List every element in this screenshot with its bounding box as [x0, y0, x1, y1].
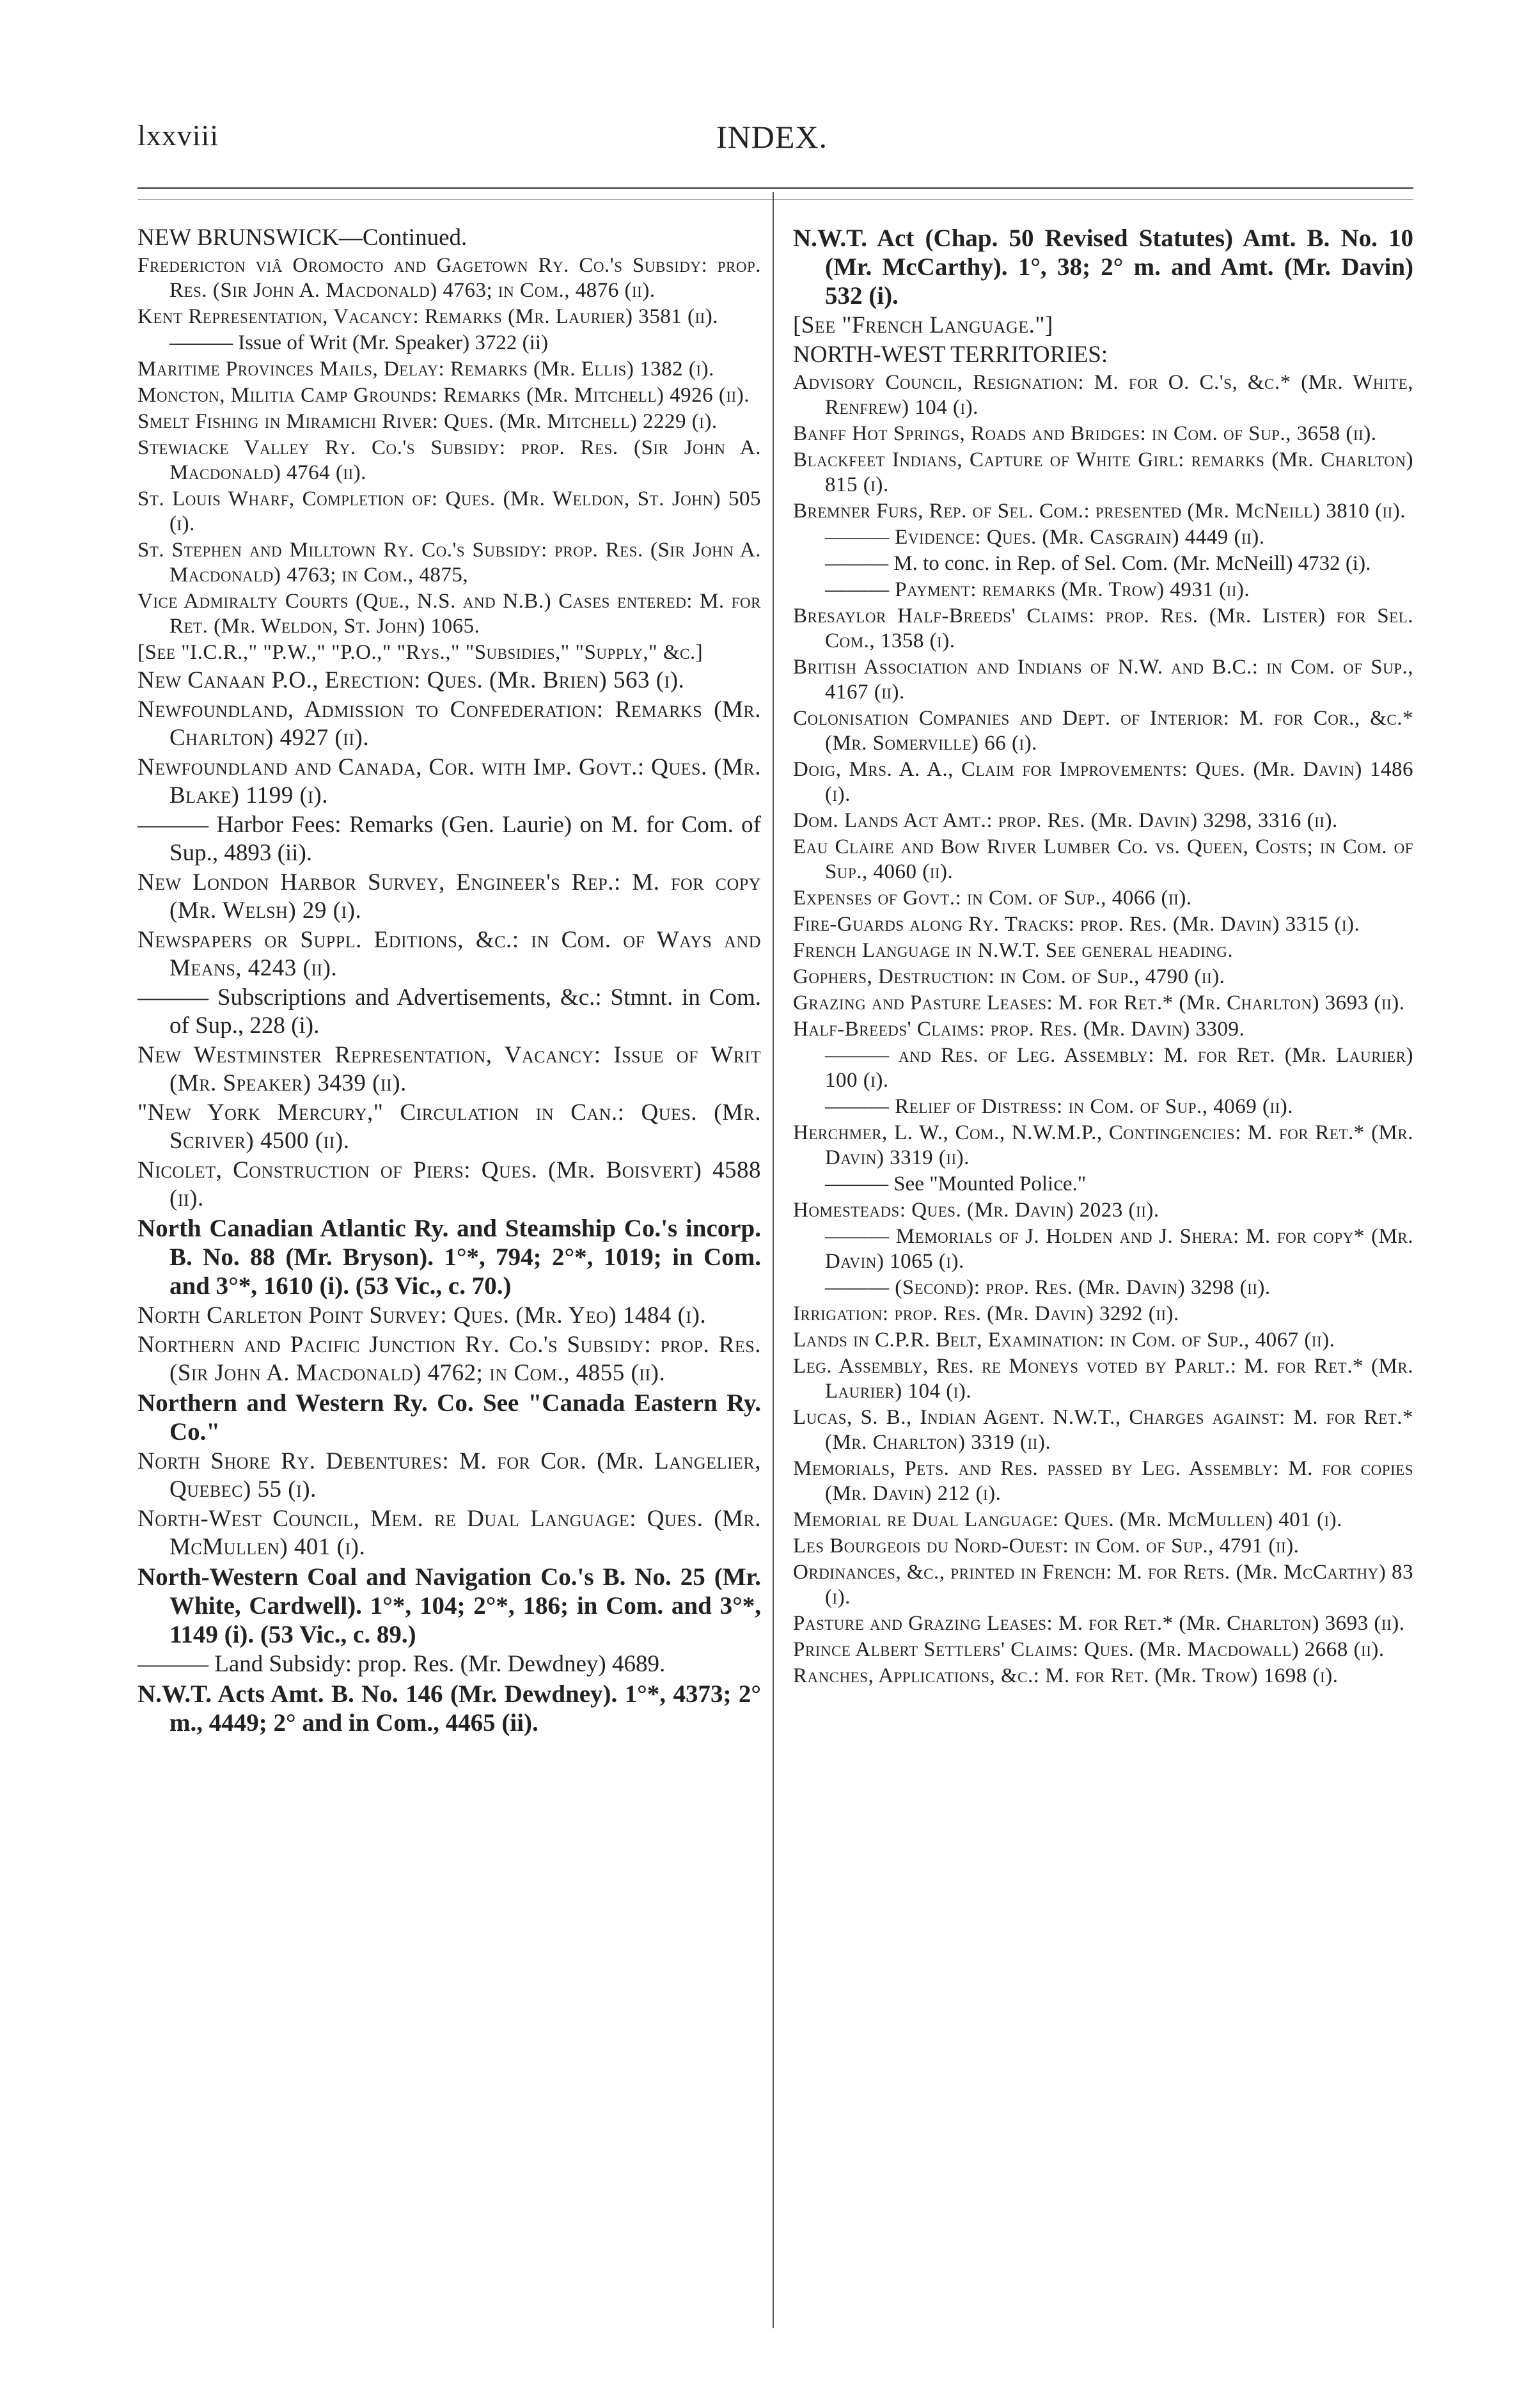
index-entry: Newspapers or Suppl. Editions, &c.: in Com. of Ways and Means, 4243 (ii). — [138, 927, 761, 981]
index-entry: Dom. Lands Act Amt.: prop. Res. (Mr. Davin) 3298, 3316 (ii). — [793, 809, 1338, 832]
index-entry: Leg. Assembly, Res. re Moneys voted by Parlt.: M. for Ret.* (Mr. Laurier) 104 (i). — [793, 1355, 1413, 1403]
index-entry: Herchmer, L. W., Com., N.W.M.P., Contingencies: M. for Ret.* (Mr. Davin) 3319 (ii). — [793, 1121, 1413, 1169]
index-entry: NEW BRUNSWICK—Continued. — [138, 225, 468, 251]
index-entry: Newfoundland and Canada, Cor. with Imp. Govt.: Ques. (Mr. Blake) 1199 (i). — [138, 754, 761, 808]
index-entry: ——— and Res. of Leg. Assembly: M. for Ret. (Mr. Laurier) 100 (i). — [825, 1044, 1413, 1092]
header-rule — [138, 187, 1413, 189]
index-entry: Smelt Fishing in Miramichi River: Ques. (Mr. Mitchell) 2229 (i). — [138, 410, 718, 433]
index-entry: "New York Mercury," Circulation in Can.: Ques. (Mr. Scriver) 4500 (ii). — [138, 1100, 761, 1154]
index-entry: North-Western Coal and Navigation Co.'s B. No. 25 (Mr. White, Cardwell). 1°*, 104; 2°*, 186; in Com. and 3°*, 1149 (i). (53 Vic., c. 89.) — [138, 1563, 761, 1648]
index-entry: ——— Issue of Writ (Mr. Speaker) 3722 (ii) — [169, 331, 548, 354]
index-entry: North Carleton Point Survey: Ques. (Mr. Yeo) 1484 (i). — [138, 1302, 707, 1329]
index-entry: Pasture and Grazing Leases: M. for Ret.* (Mr. Charlton) 3693 (ii). — [793, 1612, 1405, 1635]
index-entry: Banff Hot Springs, Roads and Bridges: in Com. of Sup., 3658 (ii). — [793, 422, 1377, 445]
index-entry: North Canadian Atlantic Ry. and Steamship Co.'s incorp. B. No. 88 (Mr. Bryson). 1°*, 794; 2°*, 1019; in Com. and 3°*, 1610 (i). (53 Vic., c. 70.) — [138, 1215, 761, 1300]
index-entry: Eau Claire and Bow River Lumber Co. vs. Queen, Costs; in Com. of Sup., 4060 (ii). — [793, 835, 1413, 883]
index-entry: ——— Land Subsidy: prop. Res. (Mr. Dewdney) 4689. — [138, 1651, 666, 1677]
right-column — [793, 224, 1413, 1690]
index-entry: Bresaylor Half-Breeds' Claims: prop. Res. (Mr. Lister) for Sel. Com., 1358 (i). — [793, 604, 1413, 652]
index-entry: Les Bourgeois du Nord-Ouest: in Com. of Sup., 4791 (ii). — [793, 1534, 1300, 1558]
index-entry: North-West Council, Mem. re Dual Language: Ques. (Mr. McMullen) 401 (i). — [138, 1506, 761, 1560]
index-entry: ——— See "Mounted Police." — [825, 1172, 1087, 1195]
index-entry: ——— Harbor Fees: Remarks (Gen. Laurie) on M. for Com. of Sup., 4893 (ii). — [138, 812, 761, 866]
column-divider — [773, 192, 774, 2328]
index-entry: Prince Albert Settlers' Claims: Ques. (Mr. Macdowall) 2668 (ii). — [793, 1638, 1385, 1661]
index-entry: [See "I.C.R.," "P.W.," "P.O.," "Rys.," "Subsidies," "Supply," &c.] — [138, 641, 703, 664]
index-entry: Vice Admiralty Courts (Que., N.S. and N.B.) Cases entered: M. for Ret. (Mr. Weldon, St. John) 1065. — [138, 590, 761, 638]
index-entry: Newfoundland, Admission to Confederation: Remarks (Mr. Charlton) 4927 (ii). — [138, 697, 761, 751]
index-entry: Nicolet, Construction of Piers: Ques. (Mr. Boisvert) 4588 (ii). — [138, 1157, 761, 1211]
index-entry: N.W.T. Act (Chap. 50 Revised Statutes) Amt. B. No. 10 (Mr. McCarthy). 1°, 38; 2° m. and Amt. (Mr. Davin) 532 (i). — [793, 225, 1413, 310]
index-entry: ——— Subscriptions and Advertisements, &c.: Stmnt. in Com. of Sup., 228 (i). — [138, 984, 761, 1039]
index-entry: Irrigation: prop. Res. (Mr. Davin) 3292 (ii). — [793, 1302, 1179, 1325]
index-entry: Grazing and Pasture Leases: M. for Ret.* (Mr. Charlton) 3693 (ii). — [793, 991, 1405, 1014]
index-entry: Northern and Pacific Junction Ry. Co.'s Subsidy: prop. Res. (Sir John A. Macdonald) 4762; in Com., 4855 (ii). — [138, 1332, 761, 1386]
index-entry: ——— Relief of Distress: in Com. of Sup., 4069 (ii). — [825, 1095, 1294, 1118]
index-entry: Advisory Council, Resignation: M. for O. C.'s, &c.* (Mr. White, Renfrew) 104 (i). — [793, 371, 1413, 419]
index-entry: French Language in N.W.T. See general heading. — [793, 939, 1234, 962]
section-heading: NORTH-WEST TERRITORIES: — [793, 342, 1108, 368]
index-entry: Memorial re Dual Language: Ques. (Mr. McMullen) 401 (i). — [793, 1508, 1342, 1531]
index-entry: Kent Representation, Vacancy: Remarks (Mr. Laurier) 3581 (ii). — [138, 305, 719, 328]
index-entry: N.W.T. Acts Amt. B. No. 146 (Mr. Dewdney). 1°*, 4373; 2° m., 4449; 2° and in Com., 4465 (ii). — [138, 1680, 761, 1737]
index-entry: [See "French Language."] — [793, 312, 1053, 338]
index-entry: ——— M. to conc. in Rep. of Sel. Com. (Mr. McNeill) 4732 (i). — [825, 552, 1371, 575]
index-entry: ——— Memorials of J. Holden and J. Shera: M. for copy* (Mr. Davin) 1065 (i). — [825, 1225, 1413, 1273]
index-entry: Ranches, Applications, &c.: M. for Ret. (Mr. Trow) 1698 (i). — [793, 1664, 1339, 1687]
index-entry: New Westminster Representation, Vacancy: Issue of Writ (Mr. Speaker) 3439 (ii). — [138, 1042, 761, 1096]
index-entry: Colonisation Companies and Dept. of Interior: M. for Cor., &c.* (Mr. Somerville) 66 (i). — [793, 707, 1413, 755]
index-entry: North Shore Ry. Debentures: M. for Cor. (Mr. Langelier, Quebec) 55 (i). — [138, 1448, 761, 1503]
index-entry: New Canaan P.O., Erection: Ques. (Mr. Brien) 563 (i). — [138, 667, 685, 693]
index-entry: Gophers, Destruction: in Com. of Sup., 4790 (ii). — [793, 965, 1225, 988]
index-entry: Lucas, S. B., Indian Agent. N.W.T., Charges against: M. for Ret.* (Mr. Charlton) 3319 (ii). — [793, 1406, 1413, 1454]
index-entry: Maritime Provinces Mails, Delay: Remarks (Mr. Ellis) 1382 (i). — [138, 358, 714, 381]
index-entry: Doig, Mrs. A. A., Claim for Improvements: Ques. (Mr. Davin) 1486 (i). — [793, 758, 1413, 806]
index-entry: Blackfeet Indians, Capture of White Girl: remarks (Mr. Charlton) 815 (i). — [793, 448, 1413, 496]
index-entry: ——— Evidence: Ques. (Mr. Casgrain) 4449 (ii). — [825, 526, 1265, 549]
index-entry: Fire-Guards along Ry. Tracks: prop. Res. (Mr. Davin) 3315 (i). — [793, 913, 1360, 936]
index-entry: Bremner Furs, Rep. of Sel. Com.: presented (Mr. McNeill) 3810 (ii). — [793, 500, 1406, 523]
index-entry: Northern and Western Ry. Co. See "Canada Eastern Ry. Co." — [138, 1389, 761, 1446]
index-entry: Fredericton viâ Oromocto and Gagetown Ry. Co.'s Subsidy: prop. Res. (Sir John A. Macdonald) 4763; in Com., 4876 (ii). — [138, 254, 761, 302]
index-entry: Memorials, Pets. and Res. passed by Leg. Assembly: M. for copies (Mr. Davin) 212 (i). — [793, 1457, 1413, 1505]
index-entry: British Association and Indians of N.W. and B.C.: in Com. of Sup., 4167 (ii). — [793, 656, 1413, 704]
left-column — [138, 224, 761, 1739]
index-entry: Ordinances, &c., printed in French: M. for Rets. (Mr. McCarthy) 83 (i). — [793, 1561, 1413, 1609]
index-entry: Expenses of Govt.: in Com. of Sup., 4066 (ii). — [793, 887, 1192, 910]
index-entry: Lands in C.P.R. Belt, Examination: in Com. of Sup., 4067 (ii). — [793, 1329, 1335, 1352]
index-entry: New London Harbor Survey, Engineer's Rep.: M. for copy (Mr. Welsh) 29 (i). — [138, 869, 761, 924]
index-entry: Homesteads: Ques. (Mr. Davin) 2023 (ii). — [793, 1199, 1159, 1222]
index-entry: Stewiacke Valley Ry. Co.'s Subsidy: prop. Res. (Sir John A. Macdonald) 4764 (ii). — [138, 436, 761, 484]
index-entry: Half-Breeds' Claims: prop. Res. (Mr. Davin) 3309. — [793, 1018, 1245, 1041]
header-rule-thin — [138, 199, 1413, 200]
index-entry: ——— (Second): prop. Res. (Mr. Davin) 3298 (ii). — [825, 1276, 1271, 1299]
index-entry: St. Louis Wharf, Completion of: Ques. (Mr. Weldon, St. John) 505 (i). — [138, 487, 761, 535]
page-number: lxxviii — [138, 119, 219, 152]
index-entry: St. Stephen and Milltown Ry. Co.'s Subsidy: prop. Res. (Sir John A. Macdonald) 4763; in Com., 4875, — [138, 539, 761, 587]
index-entry: Moncton, Militia Camp Grounds: Remarks (Mr. Mitchell) 4926 (ii). — [138, 384, 750, 407]
page-title: INDEX. — [716, 119, 828, 155]
index-entry: ——— Payment: remarks (Mr. Trow) 4931 (ii). — [825, 578, 1250, 601]
